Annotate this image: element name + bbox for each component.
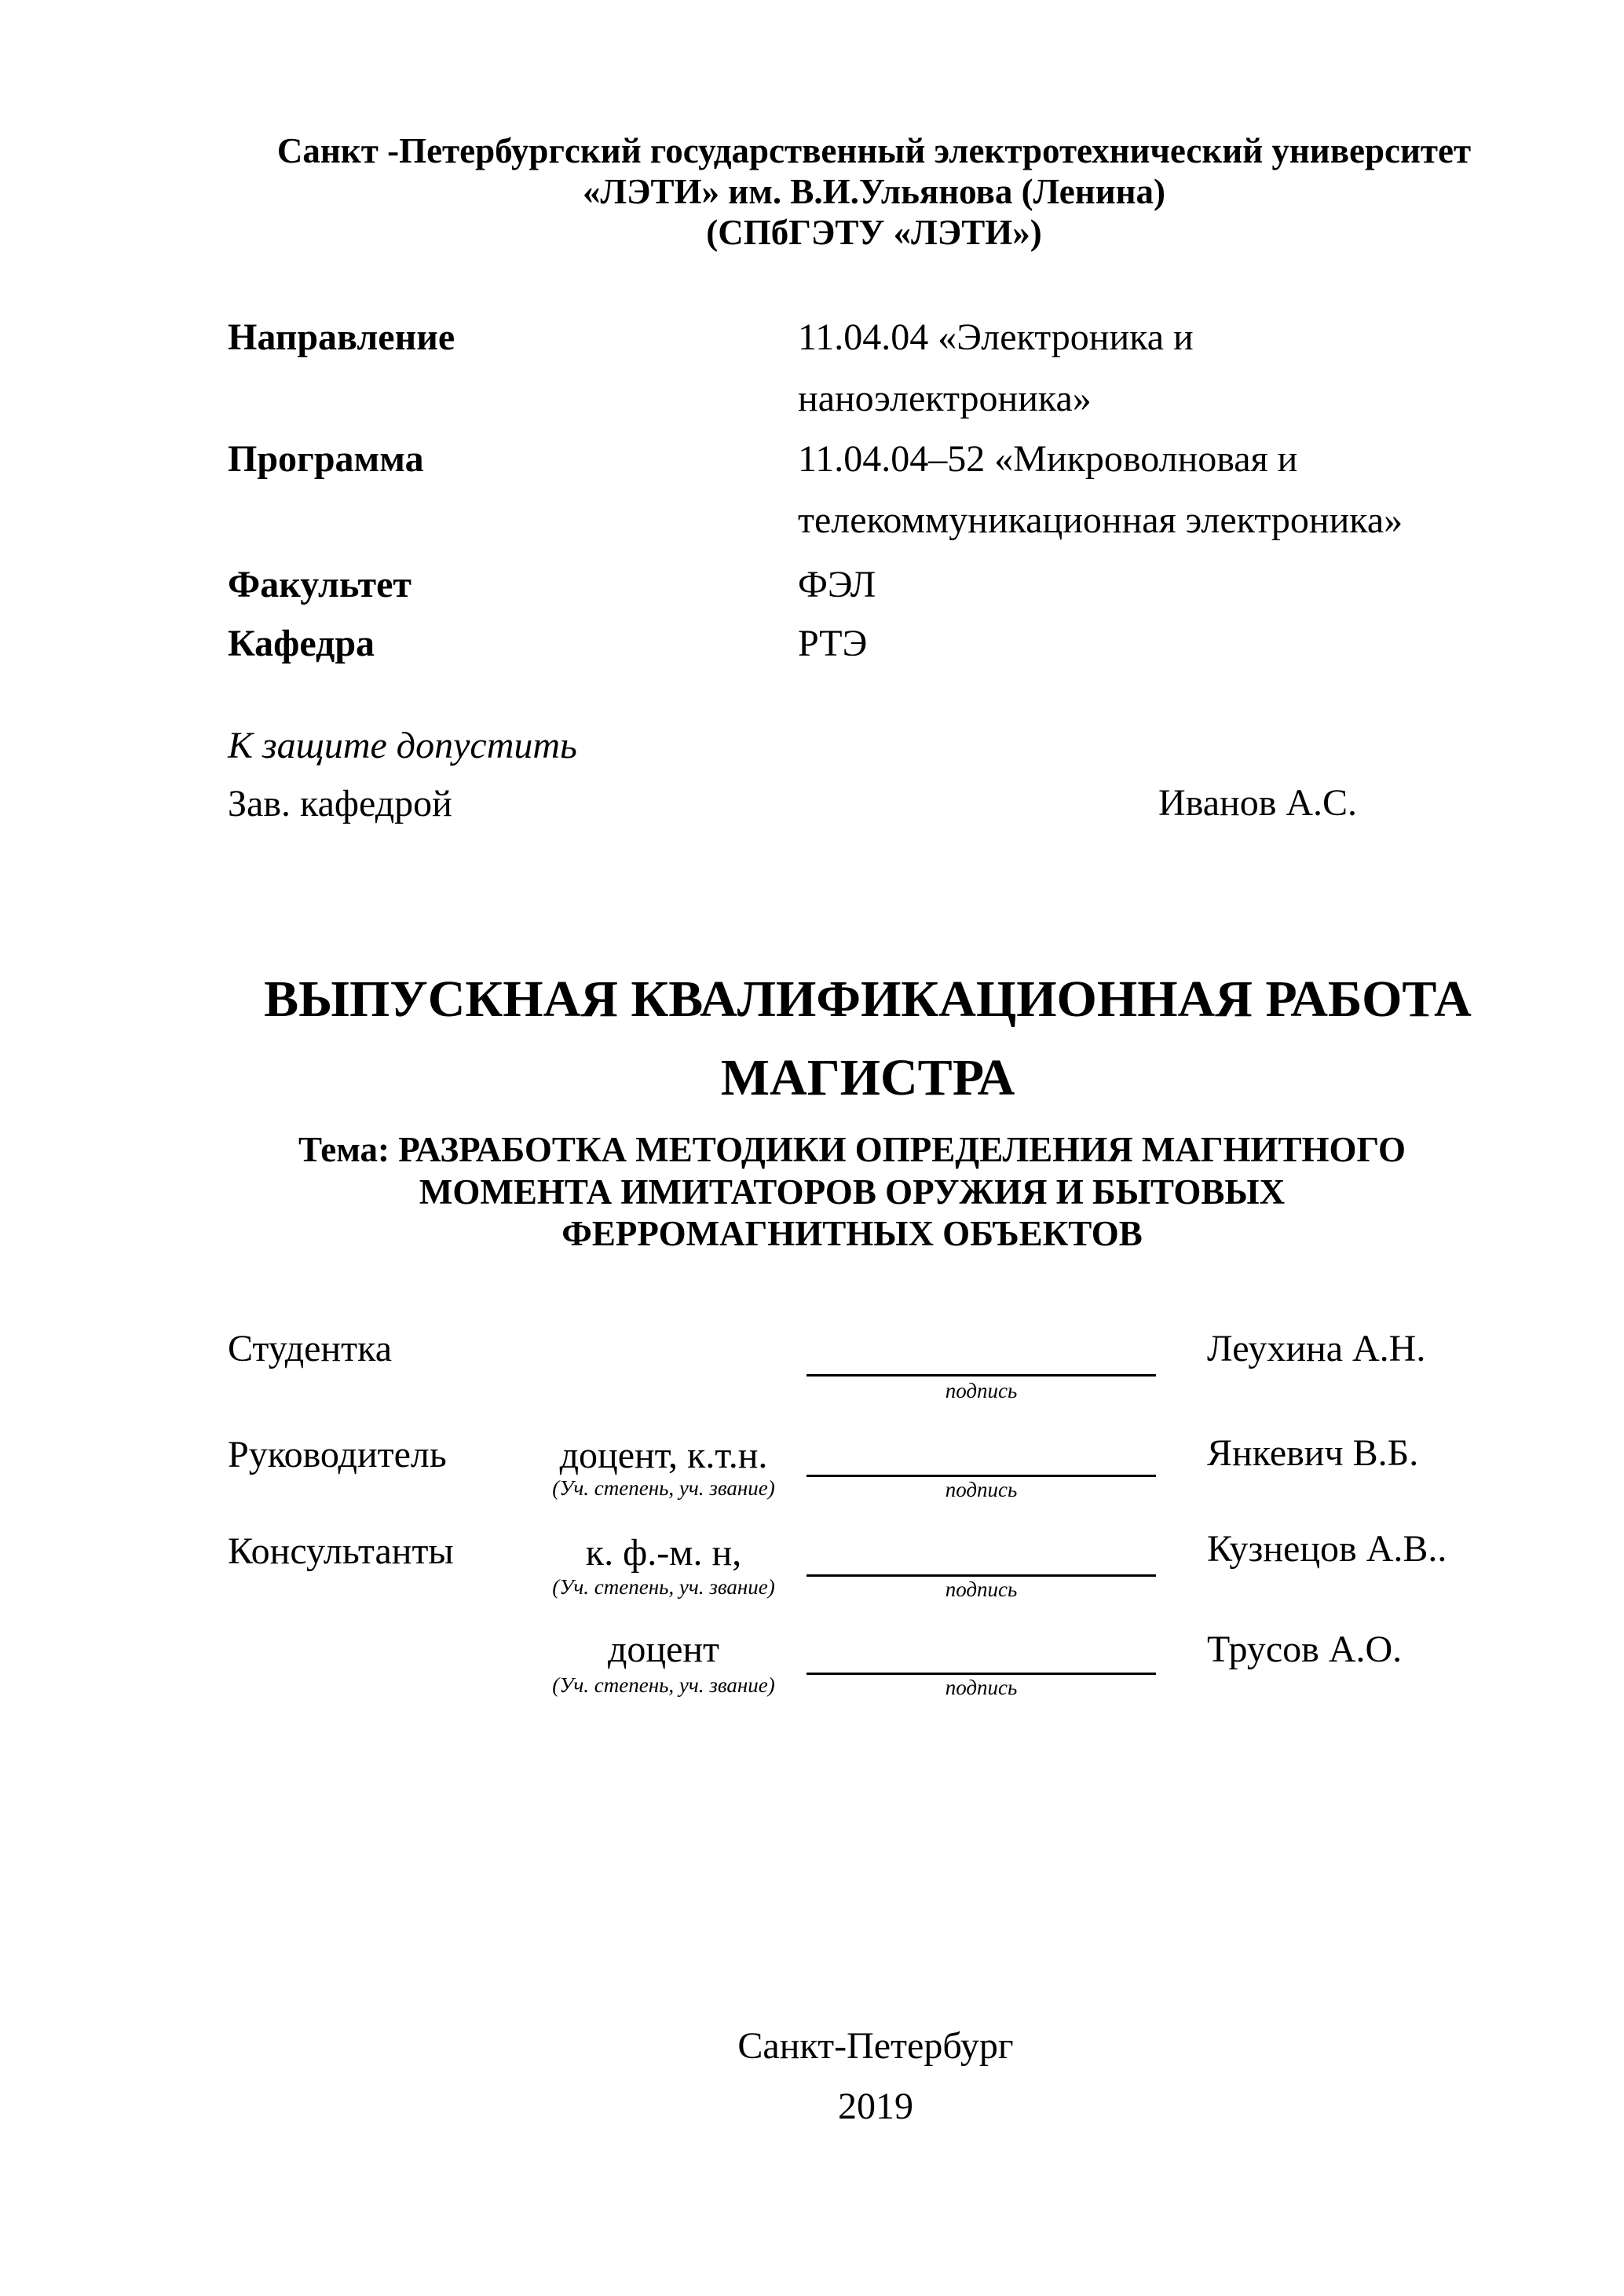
degree-caption-consultant1: (Уч. степень, уч. звание) [552,1575,775,1599]
thesis-theme [228,1129,1476,1256]
admit-to-defense-line: К защите допустить [228,725,577,766]
thesis-theme-line1: Тема: РАЗРАБОТКА МЕТОДИКИ ОПРЕДЕЛЕНИЯ МАГНИТНОГО [298,1130,1406,1169]
thesis-theme-line3: ФЕРРОМАГНИТНЫХ ОБЪЕКТОВ [561,1214,1143,1253]
degree-caption-supervisor: (Уч. степень, уч. звание) [552,1476,775,1500]
signature-line-student [807,1374,1156,1377]
field-value-faculty: ФЭЛ [798,564,876,605]
field-label-direction: Направление [228,316,455,358]
department-head-name: Иванов А.С. [1158,782,1358,824]
field-value-program-line1: 11.04.04–52 «Микроволновая и [798,438,1298,480]
signature-caption-student: подпись [945,1379,1018,1402]
signature-caption-consultant2: подпись [945,1676,1018,1699]
university-header [228,130,1520,253]
footer-city: Санкт-Петербург [737,2025,1014,2067]
signature-line-consultant2 [807,1673,1156,1675]
footer-year: 2019 [838,2086,913,2127]
field-label-program: Программа [228,438,424,480]
signature-degree-consultant1: к. ф.-м. н, [585,1532,742,1574]
field-value-direction-line2: наноэлектроника» [798,378,1092,419]
field-label-department: Кафедра [228,623,375,664]
signature-degree-consultant2: доцент [607,1629,720,1670]
signature-name-supervisor: Янкевич В.Б. [1207,1432,1419,1474]
signature-role-student: Студентка [228,1328,392,1369]
signature-degree-supervisor: доцент, к.т.н. [559,1435,768,1476]
signature-name-consultant1: Кузнецов А.В.. [1207,1528,1447,1570]
thesis-theme-line2: МОМЕНТА ИМИТАТОРОВ ОРУЖИЯ И БЫТОВЫХ [419,1172,1286,1212]
signature-caption-consultant1: подпись [945,1578,1018,1601]
university-name-line2: «ЛЭТИ» им. В.И.Ульянова (Ленина) [582,172,1166,211]
thesis-title-line2: МАГИСТРА [720,1049,1015,1106]
field-value-department: РТЭ [798,623,868,664]
department-head-label: Зав. кафедрой [228,783,452,824]
signature-line-consultant1 [807,1574,1156,1577]
field-value-program-line2: телекоммуникационная электроника» [798,499,1403,541]
university-name-line1: Санкт -Петербургский государственный электротехнический университет [276,131,1472,170]
signature-name-student: Леухина А.Н. [1207,1328,1426,1369]
signature-role-supervisor: Руководитель [228,1434,447,1475]
signature-line-supervisor [807,1475,1156,1477]
signature-role-consultants: Консультанты [228,1530,454,1572]
signature-caption-supervisor: подпись [945,1478,1018,1501]
field-value-direction-line1: 11.04.04 «Электроника и [798,316,1194,358]
thesis-title-line1: ВЫПУСКНАЯ КВАЛИФИКАЦИОННАЯ РАБОТА [264,971,1472,1028]
degree-caption-consultant2: (Уч. степень, уч. звание) [552,1673,775,1697]
signature-name-consultant2: Трусов А.О. [1207,1629,1403,1670]
university-name-line3: (СПбГЭТУ «ЛЭТИ») [706,213,1042,252]
field-label-faculty: Факультет [228,564,411,605]
